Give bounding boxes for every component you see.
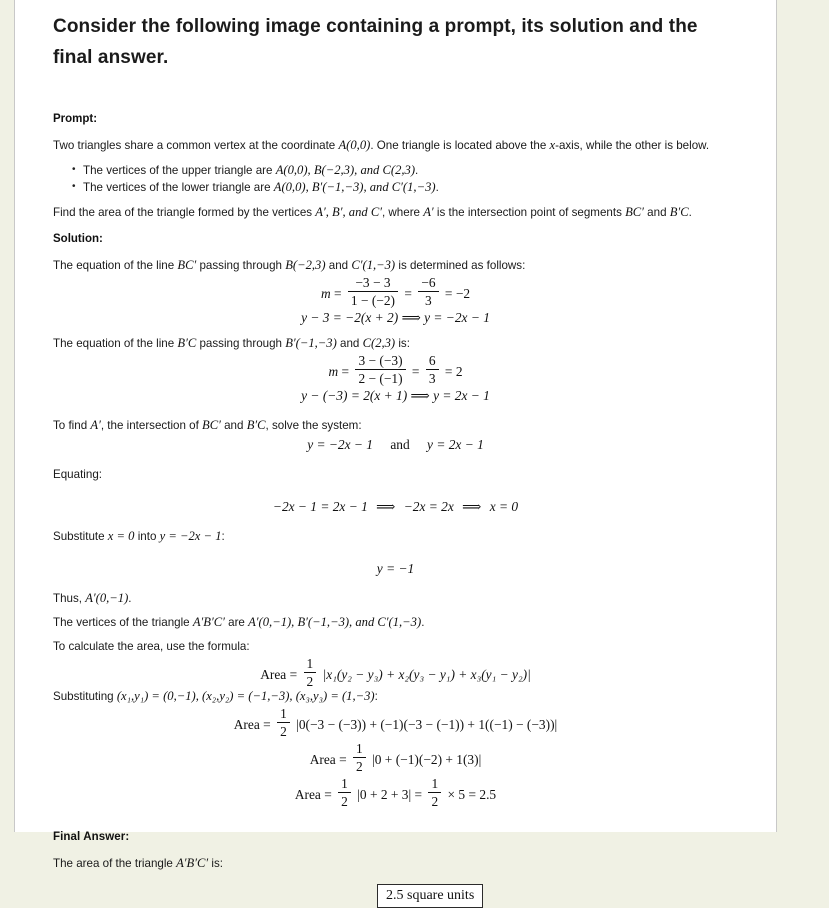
line-bprimec-point-2: C(2,3) bbox=[362, 336, 396, 350]
final-answer-label: Final Answer: bbox=[53, 831, 130, 843]
fraction-denominator: 2 bbox=[353, 757, 366, 774]
spacer bbox=[39, 153, 752, 162]
spacer bbox=[39, 843, 752, 856]
calculation-body: |0 + (−1)(−2) + 1(3)| bbox=[372, 752, 482, 768]
area-calculation-3 bbox=[39, 776, 752, 809]
equating-step-3: x = 0 bbox=[489, 499, 519, 514]
equation-line bbox=[39, 386, 752, 405]
slope-fraction-1 bbox=[348, 275, 398, 308]
slope-intercept-form: y = −2x − 1 bbox=[424, 310, 490, 325]
line-bprimec-segment: B′C bbox=[177, 336, 197, 350]
equals-sign: = bbox=[324, 787, 332, 803]
question-vertices: A′, B′, and C′ bbox=[315, 205, 382, 219]
spacer bbox=[39, 578, 752, 591]
substitute-text-1: Substitute bbox=[53, 530, 108, 543]
question-text-4: and bbox=[643, 206, 670, 219]
spacer bbox=[39, 482, 752, 495]
calculation-body: |0(−3 − (−3)) + (−1)(−3 − (−1)) + 1((−1) − (−3))| bbox=[296, 717, 558, 733]
fraction-denominator: 3 bbox=[418, 291, 438, 308]
substituting-text-2: : bbox=[374, 690, 378, 703]
intersection-point-symbol: A′ bbox=[90, 418, 101, 432]
fraction-denominator: 2 − (−1) bbox=[355, 369, 405, 386]
slope-bc-equation bbox=[39, 275, 752, 327]
bullet-math: A(0,0), B′(−1,−3), and C′(1,−3) bbox=[273, 180, 436, 194]
intersection-text-1: To find bbox=[53, 419, 91, 432]
prompt-intro-text-3: -axis, while the other is below. bbox=[555, 139, 710, 152]
equals-sign: = bbox=[341, 364, 350, 380]
substitute-text-3: : bbox=[221, 530, 225, 543]
thus-paragraph bbox=[53, 591, 752, 606]
implies-arrow-icon: ⟹ bbox=[401, 310, 421, 325]
page-title: Consider the following image containing a prompt, its solution and the final answer. bbox=[53, 16, 698, 68]
calculation-body: |0 + 2 + 3| bbox=[357, 787, 412, 803]
one-half-fraction bbox=[277, 706, 290, 739]
equals-sign: = bbox=[333, 286, 342, 302]
area-formula-equation bbox=[39, 656, 752, 689]
final-answer-text-1: The area of the triangle bbox=[53, 857, 177, 870]
substituting-math: (x₁,y₁) = (0,−1), (x₂,y₂) = (−1,−3), (x₃,y₃) = (1,−3) bbox=[116, 689, 375, 703]
one-half-fraction bbox=[353, 741, 366, 774]
prompt-section-label: Prompt: bbox=[53, 113, 98, 125]
document-panel bbox=[14, 0, 777, 903]
slope-fraction-2 bbox=[418, 275, 438, 308]
final-answer-box: 2.5 square units bbox=[377, 884, 483, 908]
line-bc-text-2: passing through bbox=[196, 259, 286, 272]
line-bc-text-4: is determined as follows: bbox=[395, 259, 526, 272]
system-conjunction: and bbox=[390, 437, 410, 452]
line-bprimec-text-1: The equation of the line bbox=[53, 337, 178, 350]
bullet-text-2: . bbox=[415, 164, 419, 177]
list-item bbox=[83, 179, 752, 196]
line-bprimec-point-1: B′(−1,−3) bbox=[285, 336, 337, 350]
fraction-numerator: 6 bbox=[428, 353, 436, 368]
substituting-paragraph bbox=[53, 689, 752, 704]
fraction-numerator: 1 bbox=[356, 741, 363, 756]
spacer bbox=[39, 220, 752, 233]
thus-math: A′(0,−1) bbox=[85, 591, 129, 605]
slope-result: −2 bbox=[455, 286, 471, 302]
spacer bbox=[39, 606, 752, 615]
vertices-text-3: . bbox=[421, 616, 425, 629]
thus-text-1: Thus, bbox=[53, 592, 86, 605]
area-label: Area bbox=[233, 717, 260, 733]
area-label: Area bbox=[260, 667, 287, 683]
line-bprimec-text-2: passing through bbox=[196, 337, 286, 350]
fraction-numerator: 1 bbox=[431, 776, 439, 791]
fraction-numerator: 3 − (−3) bbox=[358, 353, 403, 368]
spacer bbox=[39, 544, 752, 557]
heading-spacer bbox=[39, 73, 752, 113]
slope-intercept-form: y = 2x − 1 bbox=[433, 388, 490, 403]
equation-line bbox=[39, 497, 752, 516]
fraction-denominator: 2 bbox=[338, 792, 351, 809]
fraction-numerator: 1 bbox=[280, 706, 287, 721]
implies-arrow-icon: ⟹ bbox=[376, 499, 396, 514]
spacer bbox=[39, 327, 752, 336]
intersection-segment-2: B′C bbox=[246, 418, 266, 432]
substitute-result-equation bbox=[39, 559, 752, 578]
equals-sign: = bbox=[289, 667, 298, 683]
one-half-fraction bbox=[338, 776, 351, 809]
substituting-text-1: Substituting bbox=[53, 690, 117, 703]
slope-result: 2 bbox=[455, 364, 463, 380]
list-item bbox=[83, 162, 752, 179]
slope-bprimec-equation bbox=[39, 353, 752, 405]
fraction-numerator: 1 bbox=[306, 656, 314, 671]
one-half-fraction bbox=[428, 776, 441, 809]
spacer bbox=[39, 196, 752, 205]
vertices-text-1: The vertices of the triangle bbox=[53, 616, 193, 629]
final-answer-paragraph bbox=[53, 856, 752, 871]
equation-line bbox=[39, 308, 752, 327]
equals-sign: = bbox=[404, 286, 412, 302]
line-bprimec-text-4: is: bbox=[395, 337, 410, 350]
vertices-paragraph bbox=[53, 615, 752, 630]
line-bc-segment: BC′ bbox=[177, 258, 197, 272]
intersection-text-4: , solve the system: bbox=[265, 419, 362, 432]
slope-fraction-2 bbox=[426, 353, 439, 386]
equals-sign: = bbox=[444, 364, 453, 380]
fraction-numerator: −3 − 3 bbox=[355, 275, 391, 290]
intersection-text-2: , the intersection of bbox=[100, 419, 203, 432]
prompt-intro-text-2: . One triangle is located above the bbox=[370, 139, 550, 152]
equals-sign: = bbox=[414, 787, 423, 803]
equation-line bbox=[39, 706, 752, 739]
system-of-equations bbox=[39, 435, 752, 454]
equation-line bbox=[39, 353, 752, 386]
spacer bbox=[39, 245, 752, 258]
spacer bbox=[39, 516, 752, 529]
vertices-triangle: A′B′C′ bbox=[192, 615, 225, 629]
prompt-question-paragraph bbox=[53, 205, 752, 220]
prompt-intro-text-1: Two triangles share a common vertex at the coordinate bbox=[53, 139, 339, 152]
substitute-paragraph bbox=[53, 529, 752, 544]
final-answer-text-2: is: bbox=[208, 857, 223, 870]
slope-fraction-1 bbox=[355, 353, 405, 386]
question-intersection-point: A′ bbox=[423, 205, 434, 219]
spacer bbox=[39, 630, 752, 639]
bullet-math: A(0,0), B(−2,3), and C(2,3) bbox=[275, 163, 416, 177]
bullet-text-2: . bbox=[435, 181, 439, 194]
equating-equation bbox=[39, 497, 752, 516]
equating-step-2: −2x = 2x bbox=[403, 499, 454, 514]
area-label: Area bbox=[294, 787, 321, 803]
equals-sign: = bbox=[411, 364, 420, 380]
prompt-intro-paragraph bbox=[53, 138, 752, 153]
substitute-result: y = −1 bbox=[376, 561, 415, 576]
equation-line bbox=[39, 275, 752, 308]
one-half-fraction bbox=[304, 656, 317, 689]
line-bc-intro bbox=[53, 258, 752, 273]
area-label: Area bbox=[309, 752, 336, 768]
intersection-text-3: and bbox=[220, 419, 247, 432]
question-segment-2: B′C bbox=[669, 205, 689, 219]
spacer bbox=[39, 405, 752, 418]
vertices-math: A′(0,−1), B′(−1,−3), and C′(1,−3) bbox=[248, 615, 422, 629]
line-bc-text-1: The equation of the line bbox=[53, 259, 178, 272]
point-slope-form: y − 3 = −2(x + 2) bbox=[301, 310, 399, 325]
equation-line bbox=[39, 776, 752, 809]
prompt-intro-point: A(0,0) bbox=[338, 138, 371, 152]
solution-section-label: Solution: bbox=[53, 233, 103, 245]
fraction-numerator: 1 bbox=[341, 776, 348, 791]
line-bprimec-text-3: and bbox=[336, 337, 363, 350]
line-bc-text-3: and bbox=[325, 259, 352, 272]
substitute-math-2: y = −2x − 1 bbox=[159, 529, 222, 543]
implies-arrow-icon: ⟹ bbox=[462, 499, 482, 514]
fraction-denominator: 2 bbox=[277, 722, 290, 739]
fraction-numerator: −6 bbox=[421, 275, 436, 290]
formula-intro: To calculate the area, use the formula: bbox=[53, 640, 250, 653]
line-bc-point-2: C′(1,−3) bbox=[351, 258, 396, 272]
point-slope-form: y − (−3) = 2(x + 1) bbox=[301, 388, 408, 403]
fraction-denominator: 2 bbox=[304, 672, 317, 689]
question-text-5: . bbox=[688, 206, 692, 219]
implies-arrow-icon: ⟹ bbox=[410, 388, 430, 403]
area-formula-body: |x₁(y₂ − y₃) + x₂(y₃ − y₁) + x₃(y₁ − y₂)| bbox=[322, 667, 531, 683]
spacer bbox=[39, 809, 752, 831]
intersection-intro bbox=[53, 418, 752, 433]
equating-label: Equating: bbox=[53, 468, 102, 481]
area-calculation-2 bbox=[39, 741, 752, 774]
equals-sign: = bbox=[444, 286, 453, 302]
intersection-segment-1: BC′ bbox=[202, 418, 221, 432]
system-equation-right: y = 2x − 1 bbox=[427, 437, 484, 452]
final-answer-box-wrapper bbox=[39, 884, 752, 908]
equation-line bbox=[39, 435, 752, 454]
spacer bbox=[39, 871, 752, 884]
question-text-2: , where bbox=[381, 206, 424, 219]
bullet-text-1: The vertices of the upper triangle are bbox=[83, 164, 276, 177]
line-bprimec-intro bbox=[53, 336, 752, 351]
equals-sign: = bbox=[339, 752, 347, 768]
bullet-text-1: The vertices of the lower triangle are bbox=[83, 181, 274, 194]
equals-sign: = bbox=[263, 717, 271, 733]
substitute-text-2: into bbox=[134, 530, 160, 543]
substitute-math-1: x = 0 bbox=[107, 529, 135, 543]
question-text-3: is the intersection point of segments bbox=[433, 206, 626, 219]
line-bc-point-1: B(−2,3) bbox=[285, 258, 326, 272]
fraction-denominator: 3 bbox=[426, 369, 439, 386]
slope-symbol: m bbox=[320, 286, 331, 302]
spacer bbox=[39, 454, 752, 467]
prompt-intro-axis: x bbox=[549, 138, 556, 152]
equation-line bbox=[39, 559, 752, 578]
vertices-text-2: are bbox=[224, 616, 249, 629]
fraction-denominator: 1 − (−2) bbox=[348, 291, 398, 308]
prompt-bullet-list bbox=[53, 162, 752, 196]
thus-text-2: . bbox=[128, 592, 132, 605]
calculation-result: × 5 = 2.5 bbox=[447, 787, 497, 803]
equation-line bbox=[39, 741, 752, 774]
equating-step-1: −2x − 1 = 2x − 1 bbox=[272, 499, 368, 514]
slope-symbol: m bbox=[328, 364, 339, 380]
question-text-1: Find the area of the triangle formed by the vertices bbox=[53, 206, 316, 219]
equation-line bbox=[39, 656, 752, 689]
area-calculation-1 bbox=[39, 706, 752, 739]
question-segment-1: BC′ bbox=[625, 205, 644, 219]
final-answer-triangle: A′B′C′ bbox=[176, 856, 209, 870]
spacer bbox=[39, 125, 752, 138]
fraction-denominator: 2 bbox=[428, 792, 441, 809]
system-equation-left: y = −2x − 1 bbox=[307, 437, 373, 452]
